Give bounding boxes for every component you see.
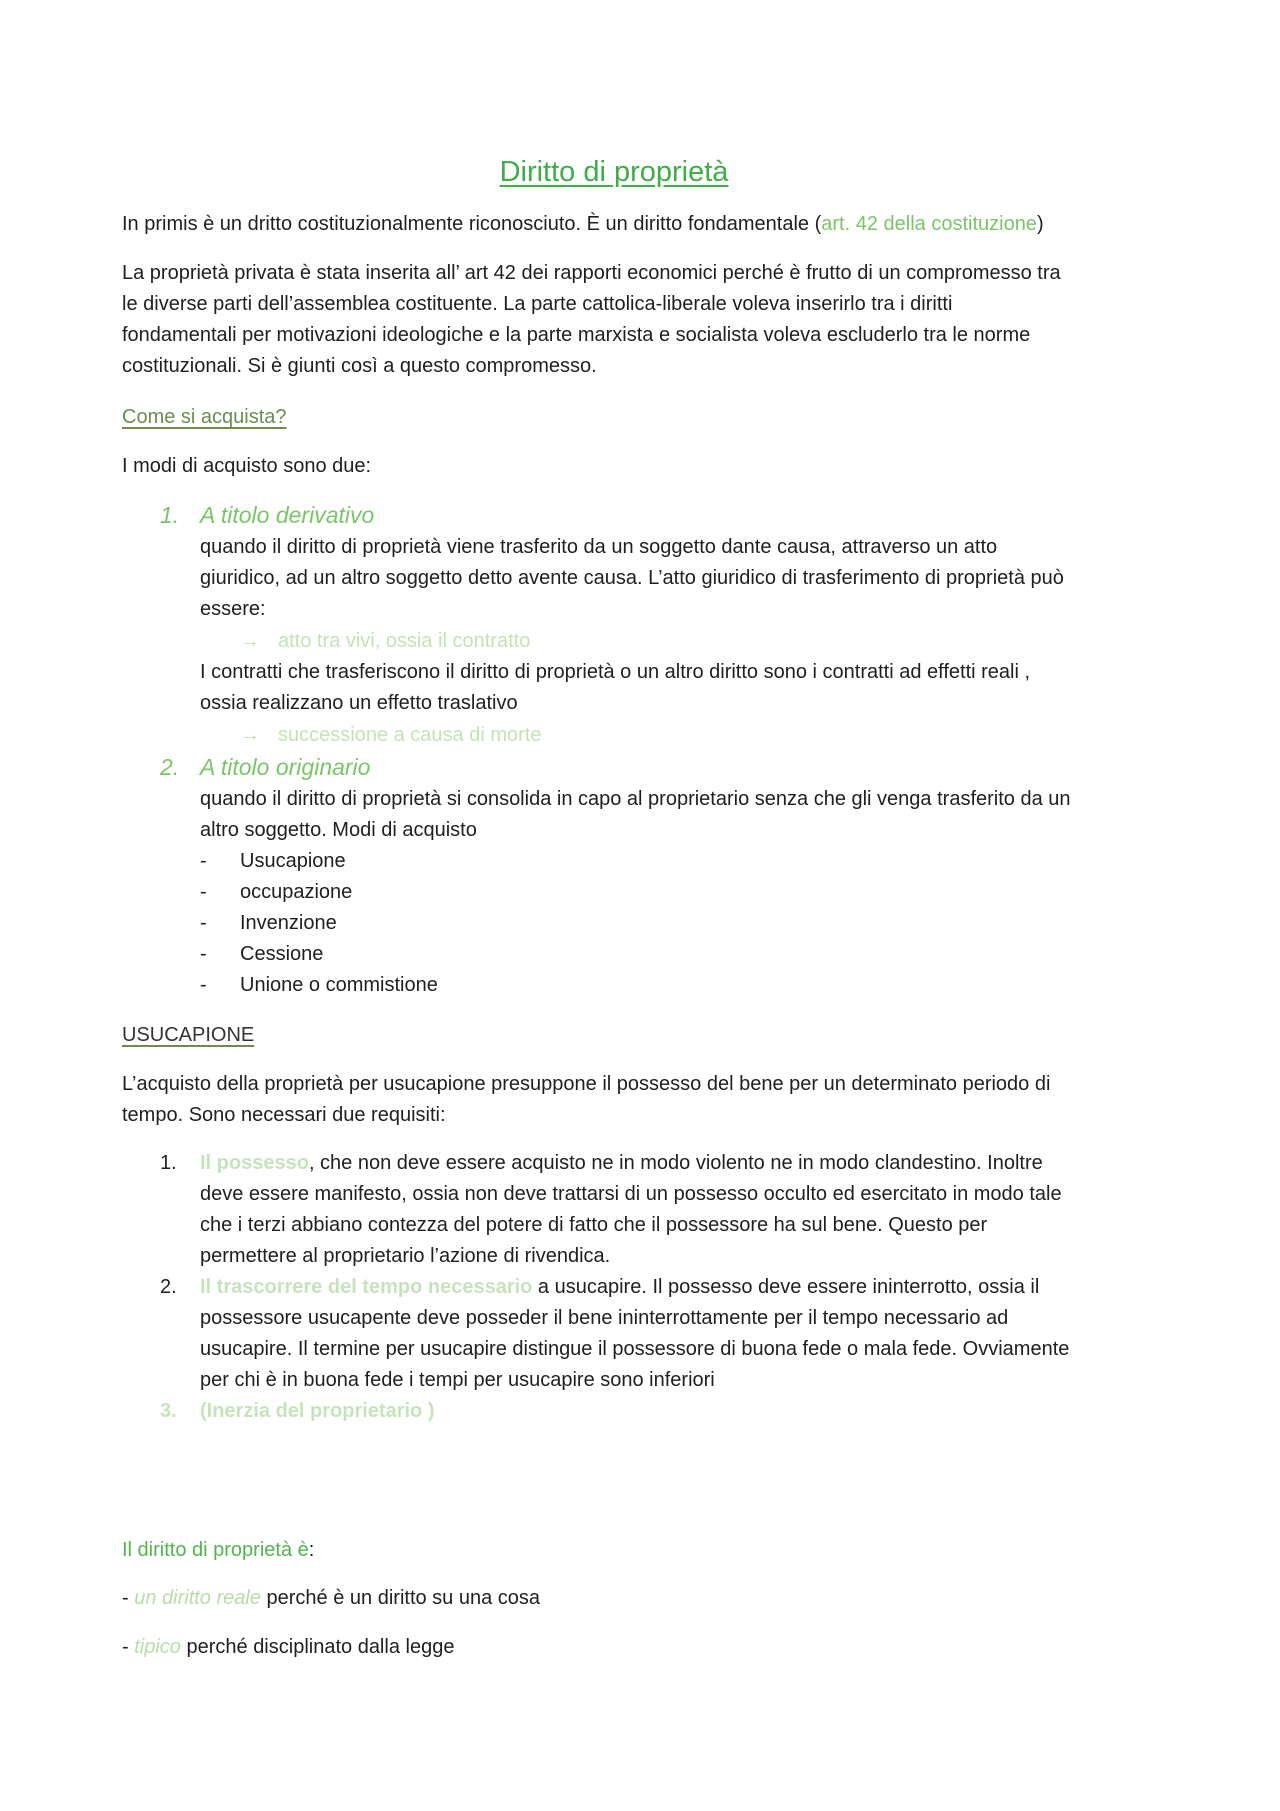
compromise-paragraph <box>122 258 1167 382</box>
derivativo-description <box>200 532 1168 625</box>
list-item: - Usucapione <box>200 850 346 872</box>
list-item: - Cessione <box>200 943 324 965</box>
document-page: Diritto di proprietà In primis è un dritto costituzionalmente riconosciuto. È un diritto fondamentale (art. 42 della costituzione) La proprietà privata è stata inserita all’ art 42 dei rapporti economici perché è frutto di un compromesso tra le diverse parti dell’assemblea costituente. La parte cattolica-liberale voleva inserirlo tra i diritti fondamentali per motivazioni ideologiche e la parte marxista e socialista voleva escluderlo tra le norme costituzionali. Si è giunti così a questo compromesso. Come si acquista? I modi di acquisto sono due: 1. A titolo derivativo quando il diritto di proprietà viene trasferito da un soggetto dante causa, attraverso un atto giuridico, ad un altro soggetto detto avente causa. L’atto giuridico di trasferimento di proprietà può essere: → atto tra vivi, ossia il contratto I contratti che trasferiscono il diritto di proprietà o un altro diritto sono i contratti ad effetti reali , ossia realizzano un effetto traslativo → successione a causa di morte 2. A titolo originario quando il diritto di proprietà si consolida in capo al proprietario senza che gli venga trasferito da un altro soggetto. Modi di acquisto - Usucapione - occupazione - Invenzione - Cessione - Unione o commistione USUCAPIONE L’acquisto della proprietà per usucapione presuppone il possesso del bene per un determinato periodo di tempo. Sono necessari due requisiti: 1. Il possesso, che non deve essere acquisto ne in modo violento ne in modo clandestino. Inoltre deve essere manifesto, ossia non deve trattarsi di un possesso occulto ed esercitato in modo tale che i terzi abbiano contezza del potere di fatto che il possessore ha sul bene. Questo per permettere al proprietario l’azione di rivendica. 2. Il trascorrere del tempo necessario a usucapire. Il possesso deve essere ininterrotto, ossia il possessore usucapente deve posseder il bene ininterrottamente per il tempo necessario ad usucapire. Il termine per usucapire distingue il possessore di buona fede o mala fede. Ovviamente per chi è in buona fede i tempi per usucapire sono inferiori 3. (Inerzia del proprietario ) Il diritto di proprietà è: - un diritto reale perché è un diritto su una cosa - tipico perché disciplinato dalla legge <box>0 0 1280 1811</box>
paragraph-line: deve essere manifesto, ossia non deve trattarsi di un possesso occulto ed esercitato in modo tale <box>200 1183 1062 1205</box>
list-item-title: A titolo originario <box>200 754 371 780</box>
paragraph-line: costituzionali. Si è giunti così a questo compromesso. <box>122 355 597 377</box>
list-item-title: A titolo derivativo <box>200 502 375 528</box>
property-characteristic-tipico: - tipico perché disciplinato dalla legge <box>122 1636 455 1658</box>
requisite-label: Il possesso <box>200 1152 309 1174</box>
paragraph-line: giuridico, ad un altro soggetto detto avente causa. L’atto giuridico di trasferimento di proprietà può <box>200 567 1064 589</box>
paragraph-line: possessore usucapente deve posseder il bene ininterrottamente per il tempo necessario ad <box>200 1307 1009 1329</box>
page-title: Diritto di proprietà <box>499 156 729 188</box>
requisite-label: Il trascorrere del tempo necessario <box>200 1276 533 1298</box>
list-number: 1. <box>160 1152 177 1174</box>
paragraph-line: L’acquisto della proprietà per usucapione presuppone il possesso del bene per un determinato periodo di <box>122 1073 1051 1095</box>
paragraph-line: ossia realizzano un effetto traslativo <box>200 692 518 714</box>
list-item: - occupazione <box>200 881 353 903</box>
arrow-item-text: atto tra vivi, ossia il contratto <box>278 630 531 652</box>
paragraph-line: La proprietà privata è stata inserita all’ art 42 dei rapporti economici perché è frutto di un compromesso tra <box>122 262 1061 284</box>
usucapione-paragraph <box>122 1069 1167 1131</box>
section-heading-diritto: Il diritto di proprietà è: <box>122 1539 315 1561</box>
arrow-item-contratto <box>240 626 1140 657</box>
characteristic-term: tipico <box>134 1636 181 1658</box>
list-item: - Unione o commistione <box>200 974 438 996</box>
constitution-reference: art. 42 della costituzione <box>821 213 1037 235</box>
property-characteristic-reale: - un diritto reale perché è un diritto su una cosa <box>122 1587 541 1609</box>
list-number: 3. <box>160 1400 177 1422</box>
intro-close: ) <box>1036 213 1044 235</box>
list-item: - Invenzione <box>200 912 337 934</box>
paragraph-line: che i terzi abbiano contezza del potere di fatto che il possessore ha sul bene. Questo per <box>200 1214 988 1236</box>
arrow-icon: → <box>240 630 260 652</box>
paragraph-line: fondamentali per motivazioni ideologiche e la parte marxista e socialista voleva escluderlo tra le norme <box>122 324 1031 346</box>
paragraph-line: usucapire. Il termine per usucapire distingue il possessore di buona fede o mala fede. Ovviamente <box>200 1338 1070 1360</box>
section-heading-usucapione: USUCAPIONE <box>122 1024 255 1046</box>
paragraph-line: quando il diritto di proprietà si consolida in capo al proprietario senza che gli venga trasferito da un <box>200 788 1071 810</box>
paragraph-line: quando il diritto di proprietà viene trasferito da un soggetto dante causa, attraverso un atto <box>200 536 998 558</box>
intro-text: In primis è un dritto costituzionalmente riconosciuto. È un diritto fondamentale ( <box>122 213 822 235</box>
list-number: 2. <box>160 754 180 780</box>
arrow-icon: → <box>240 724 260 746</box>
intro-paragraph <box>122 209 1167 240</box>
arrow-item-text: successione a causa di morte <box>278 724 542 746</box>
originario-description <box>200 784 1168 846</box>
list-number: 1. <box>160 502 180 528</box>
requisite-label: (Inerzia del proprietario ) <box>200 1400 435 1422</box>
paragraph-line: essere: <box>200 598 266 620</box>
acquisition-lead: I modi di acquisto sono due: <box>122 455 372 477</box>
paragraph-line: permettere al proprietario l’azione di rivendica. <box>200 1245 611 1267</box>
paragraph-line: I contratti che trasferiscono il diritto di proprietà o un altro diritto sono i contratti ad effetti reali , <box>200 661 1031 683</box>
section-heading-acquisto: Come si acquista? <box>122 406 287 428</box>
paragraph-line: altro soggetto. Modi di acquisto <box>200 819 477 841</box>
characteristic-term: un diritto reale <box>134 1587 261 1609</box>
contratti-description <box>200 657 1168 719</box>
paragraph-line: tempo. Sono necessari due requisiti: <box>122 1104 446 1126</box>
list-number: 2. <box>160 1276 177 1298</box>
arrow-item-successione <box>240 720 1140 751</box>
paragraph-line: le diverse parti dell’assemblea costituente. La parte cattolica-liberale voleva inserirlo tra i diritti <box>122 293 953 315</box>
paragraph-line: per chi è in buona fede i tempi per usucapire sono inferiori <box>200 1369 715 1391</box>
